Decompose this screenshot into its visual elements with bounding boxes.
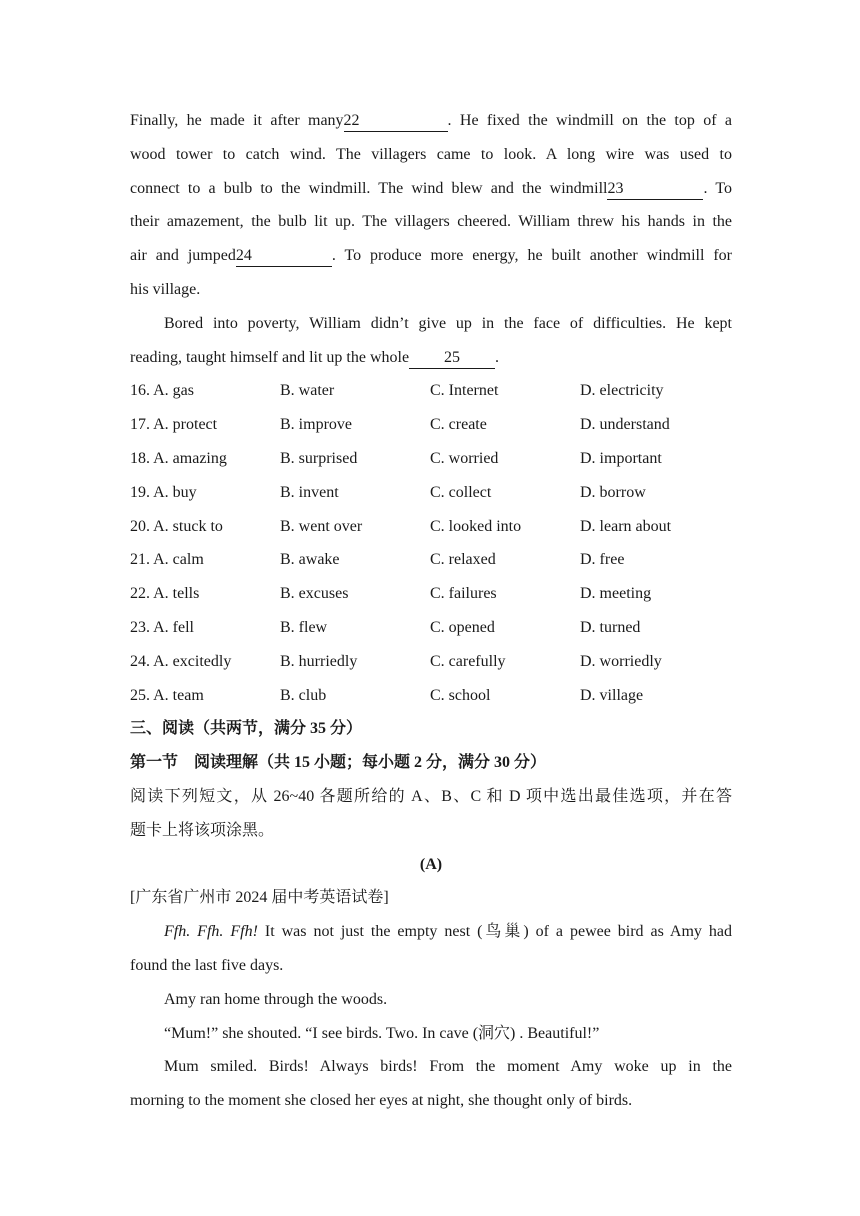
instruction-line: 阅读下列短文，从 26~40 各题所给的 A、B、C 和 D 项中选出最佳选项，并在答: [130, 787, 732, 805]
reading-line: found the last five days.: [130, 956, 284, 974]
page-content: [130, 104, 732, 1118]
passage-line: air and jumped24 . To produce more energy, he built another windmill for: [130, 239, 732, 273]
option-a: 25. A. team: [130, 686, 204, 704]
option-b: B. improve: [280, 416, 352, 434]
passage-line: their amazement, the bulb lit up. The villagers cheered. William threw his hands in the: [130, 213, 732, 231]
passage-source: [广东省广州市 2024 届中考英语试卷]: [130, 889, 389, 907]
option-a: 16. A. gas: [130, 382, 194, 400]
option-c: C. relaxed: [430, 551, 496, 569]
section-sub-heading: 第一节 阅读理解（共 15 小题；每小题 2 分，满分 30 分）: [130, 754, 547, 772]
question-options: [130, 374, 732, 712]
option-d: D. understand: [580, 416, 670, 434]
option-d: D. village: [580, 686, 644, 704]
option-b: B. flew: [280, 618, 328, 636]
option-a: 22. A. tells: [130, 585, 200, 603]
passage-label: (A): [419, 855, 443, 873]
option-d: D. meeting: [580, 585, 652, 603]
option-d: D. turned: [580, 618, 641, 636]
option-c: C. opened: [430, 618, 495, 636]
option-c: C. create: [430, 416, 487, 434]
blank-22: 22: [344, 112, 448, 132]
option-c: C. failures: [430, 585, 497, 603]
option-d: D. worriedly: [580, 652, 662, 670]
option-a: 21. A. calm: [130, 551, 204, 569]
option-a: 23. A. fell: [130, 618, 194, 636]
option-d: D. learn about: [580, 517, 672, 535]
passage-line: connect to a bulb to the windmill. The wind blew and the windmill23 . To: [130, 172, 732, 206]
option-d: D. electricity: [580, 382, 664, 400]
option-a: 17. A. protect: [130, 416, 218, 434]
sound-text: Ffh. Ffh. Ffh!: [164, 923, 258, 941]
option-a: 20. A. stuck to: [130, 517, 223, 535]
option-c: C. carefully: [430, 652, 506, 670]
instruction-line: 题卡上将该项涂黑。: [130, 821, 275, 839]
option-b: B. surprised: [280, 449, 358, 467]
passage-line: Finally, he made it after many22 . He fixed the windmill on the top of a: [130, 104, 732, 138]
option-d: D. borrow: [580, 483, 646, 501]
reading-line: Ffh. Ffh. Ffh! It was not just the empty nest (鸟巢) of a pewee bird as Amy had: [164, 923, 732, 941]
option-b: B. hurriedly: [280, 652, 358, 670]
option-c: C. Internet: [430, 382, 499, 400]
option-b: B. club: [280, 686, 327, 704]
reading-line: Amy ran home through the woods.: [164, 990, 388, 1008]
reading-line: morning to the moment she closed her eyes at night, she thought only of birds.: [130, 1092, 633, 1110]
passage-line: wood tower to catch wind. The villagers came to look. A long wire was used to: [130, 145, 732, 163]
section-heading: 三、阅读（共两节，满分 35 分）: [130, 720, 363, 738]
passage-line: his village.: [130, 280, 201, 298]
option-c: C. looked into: [430, 517, 522, 535]
option-a: 24. A. excitedly: [130, 652, 232, 670]
option-b: B. invent: [280, 483, 339, 501]
reading-line: Mum smiled. Birds! Always birds! From the moment Amy woke up in the: [164, 1058, 732, 1076]
option-d: D. free: [580, 551, 625, 569]
blank-24: 24: [236, 247, 332, 267]
reading-line: “Mum!” she shouted. “I see birds. Two. In cave (洞穴) . Beautiful!”: [164, 1024, 600, 1042]
option-b: B. went over: [280, 517, 363, 535]
option-a: 19. A. buy: [130, 483, 197, 501]
blank-23: 23: [607, 180, 703, 200]
option-a: 18. A. amazing: [130, 449, 227, 467]
option-b: B. awake: [280, 551, 340, 569]
option-c: C. collect: [430, 483, 492, 501]
passage-line: reading, taught himself and lit up the whole 25 .: [130, 341, 732, 375]
option-d: D. important: [580, 449, 662, 467]
blank-25: 25: [409, 349, 495, 369]
option-b: B. excuses: [280, 585, 349, 603]
option-b: B. water: [280, 382, 335, 400]
option-c: C. school: [430, 686, 491, 704]
option-c: C. worried: [430, 449, 499, 467]
passage-line: Bored into poverty, William didn’t give up in the face of difficulties. He kept: [164, 314, 732, 332]
